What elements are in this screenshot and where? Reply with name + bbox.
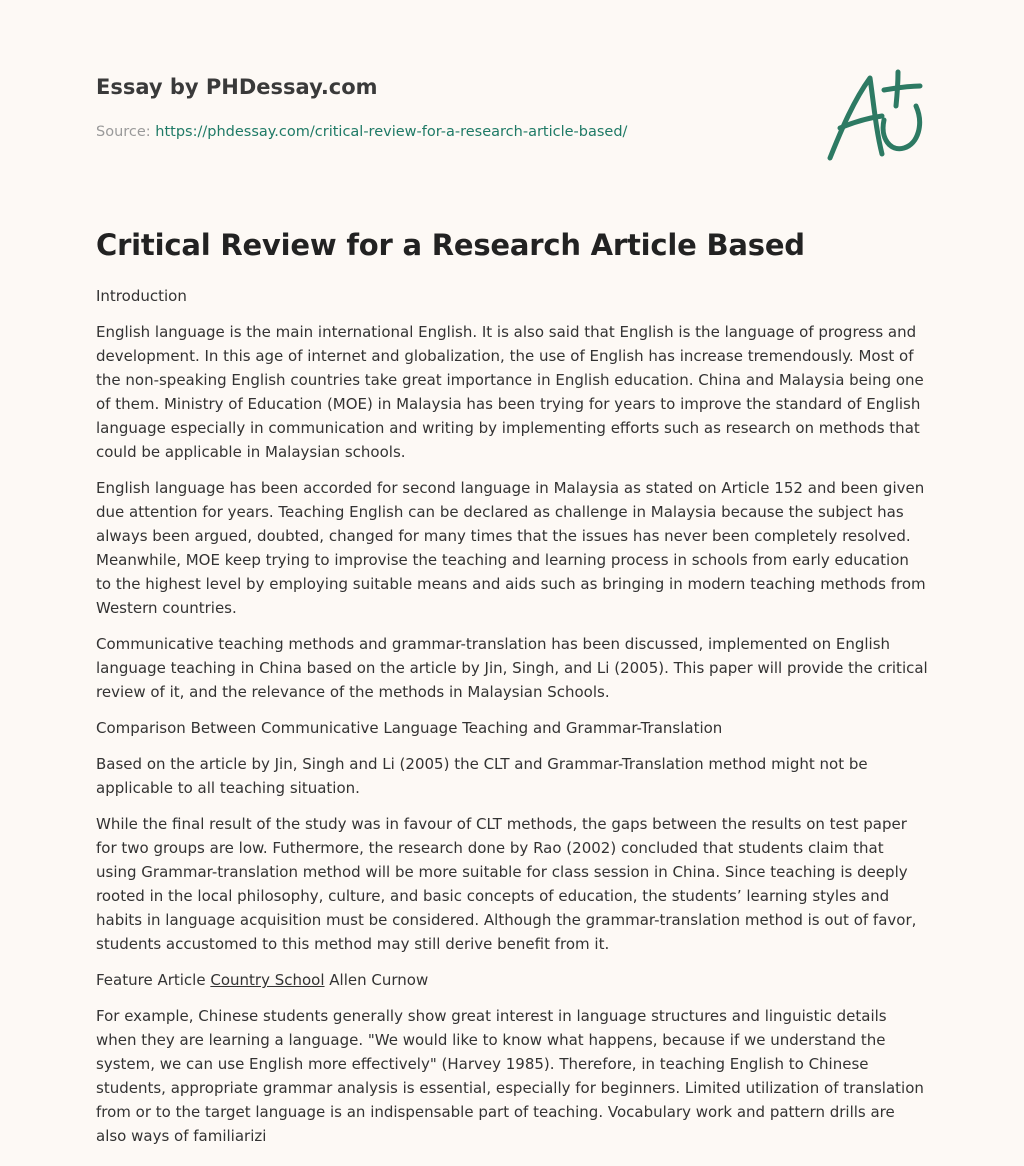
article bbox=[96, 224, 928, 1160]
paragraph-6: For example, Chinese students generally show great interest in language structures and linguistic details when they are learning a language. "We would like to know what happens, because if we understand the system, we can use English more effectively" (Harvey 1985). Therefore, in teaching English to Chinese students, appropriate grammar analysis is essential, especially for beginners. Limited utilization of translation from or to the target language is an indispensable part of teaching. Vocabulary work and pattern drills are also ways of familiarizi bbox=[96, 1007, 924, 1145]
feature-article-link[interactable]: Country School bbox=[210, 971, 325, 989]
paragraph-5: While the final result of the study was in favour of CLT methods, the gaps between the results on test paper for two groups are low. Futhermore, the research done by Rao (2002) concluded that students claim that using Grammar-translation method will be more suitable for class session in China. Since teaching is deeply rooted in the local philosophy, culture, and basic concepts of education, the students’ learning styles and habits in language acquisition must be considered. Although the grammar-translation method is out of favor, students accustomed to this method may still derive benefit from it. bbox=[96, 815, 917, 953]
a-plus-logo-icon bbox=[824, 66, 928, 166]
paragraph-1: English language is the main international English. It is also said that English is the language of progress and development. In this age of internet and globalization, the use of English has increase tremendously. Most of the non-speaking English countries take great importance in English education. China and Malaysia being one of them. Ministry of Education (MOE) in Malaysia has been trying for years to improve the standard of English language especially in communication and writing by implementing efforts such as research on methods that could be applicable in Malaysian schools. bbox=[96, 323, 924, 461]
feature-prefix: Feature Article bbox=[96, 971, 206, 989]
paragraph-4: Based on the article by Jin, Singh and Li (2005) the CLT and Grammar-Translation method might not be applicable to all teaching situation. bbox=[96, 755, 868, 797]
source-link[interactable]: https://phdessay.com/critical-review-for-a-research-article-based/ bbox=[155, 124, 628, 140]
paragraph-3: Communicative teaching methods and grammar-translation has been discussed, implemented on English language teaching in China based on the article by Jin, Singh, and Li (2005). This paper will provide the critical review of it, and the relevance of the methods in Malaysian Schools. bbox=[96, 635, 928, 701]
site-title: Essay by PHDessay.com bbox=[96, 75, 378, 99]
intro-heading: Introduction bbox=[96, 287, 187, 305]
paragraph-2: English language has been accorded for second language in Malaysia as stated on Article 152 and been given due attention for years. Teaching English can be declared as challenge in Malaysia because the subject has always been argued, doubted, changed for many times that the issues has never been completely resolved. Meanwhile, MOE keep trying to improvise the teaching and learning process in schools from early education to the highest level by employing suitable means and aids such as bringing in modern teaching methods from Western countries. bbox=[96, 479, 926, 617]
source-line bbox=[96, 124, 627, 140]
feature-article-line bbox=[96, 968, 928, 992]
source-label: Source: bbox=[96, 124, 151, 140]
feature-suffix: Allen Curnow bbox=[329, 971, 429, 989]
page-header bbox=[96, 0, 928, 180]
comparison-heading: Comparison Between Communicative Language Teaching and Grammar-Translation bbox=[96, 719, 723, 737]
page-title: Critical Review for a Research Article Based bbox=[96, 228, 805, 262]
